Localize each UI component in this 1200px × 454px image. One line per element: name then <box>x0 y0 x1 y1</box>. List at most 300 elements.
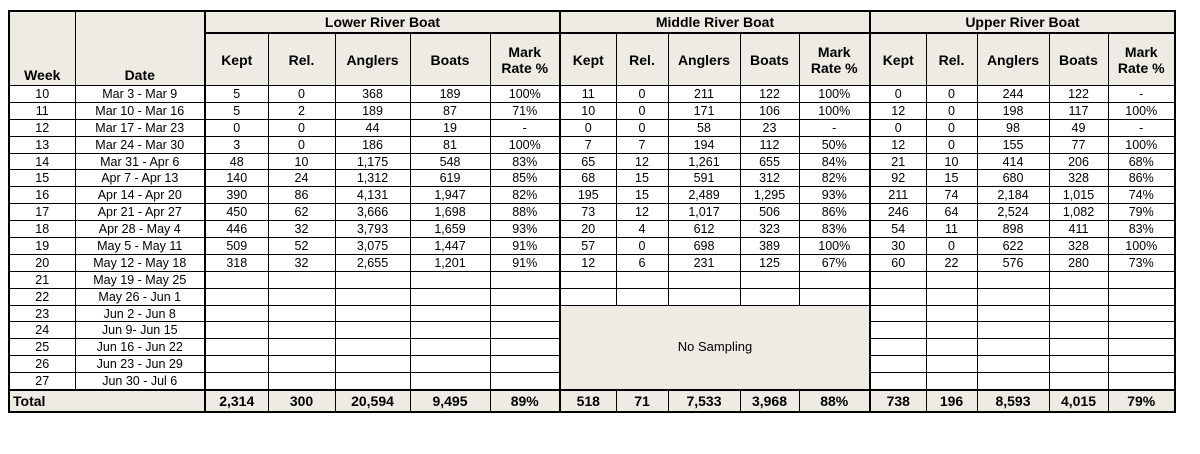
upper-cell <box>1108 322 1175 339</box>
upper-cell: 49 <box>1049 119 1108 136</box>
week-cell: 17 <box>9 204 75 221</box>
lower-cell: 62 <box>268 204 335 221</box>
middle-cell: 86% <box>799 204 870 221</box>
lower-cell: 4,131 <box>335 187 410 204</box>
middle-cell: 591 <box>668 170 740 187</box>
upper-cell: 576 <box>977 254 1049 271</box>
middle-cell: 4 <box>616 221 668 238</box>
lower-cell: 140 <box>205 170 268 187</box>
upper-river-header: Upper River Boat <box>870 11 1175 33</box>
date-cell: Jun 23 - Jun 29 <box>75 356 205 373</box>
date-cell: Apr 14 - Apr 20 <box>75 187 205 204</box>
date-cell: Jun 2 - Jun 8 <box>75 305 205 322</box>
middle-cell <box>799 271 870 288</box>
lower-cell <box>268 373 335 390</box>
upper-cell <box>977 305 1049 322</box>
upper-cell <box>926 373 977 390</box>
lower-cell: 450 <box>205 204 268 221</box>
middle-cell: 65 <box>560 153 616 170</box>
week-cell: 11 <box>9 102 75 119</box>
middle-cell: 58 <box>668 119 740 136</box>
upper-cell <box>1049 322 1108 339</box>
group-header-row <box>9 11 1175 33</box>
upper-col-header-4: Mark Rate % <box>1108 33 1175 86</box>
table-row <box>9 305 1175 322</box>
middle-cell: 84% <box>799 153 870 170</box>
middle-cell <box>799 288 870 305</box>
table-row <box>9 238 1175 255</box>
middle-col-header-2: Anglers <box>668 33 740 86</box>
week-cell: 14 <box>9 153 75 170</box>
middle-col-header-4: Mark Rate % <box>799 33 870 86</box>
upper-cell: 246 <box>870 204 926 221</box>
upper-cell: 68% <box>1108 153 1175 170</box>
upper-cell <box>1108 339 1175 356</box>
lower-cell: 19 <box>410 119 490 136</box>
table-row <box>9 102 1175 119</box>
upper-cell: 1,082 <box>1049 204 1108 221</box>
middle-cell <box>740 288 799 305</box>
upper-cell: 12 <box>870 102 926 119</box>
week-cell: 24 <box>9 322 75 339</box>
lower-cell <box>205 322 268 339</box>
date-cell: May 19 - May 25 <box>75 271 205 288</box>
lower-total-cell: 9,495 <box>410 390 490 412</box>
middle-cell: 125 <box>740 254 799 271</box>
lower-cell <box>490 271 560 288</box>
upper-cell <box>1108 356 1175 373</box>
lower-total-cell: 300 <box>268 390 335 412</box>
upper-cell: 11 <box>926 221 977 238</box>
middle-cell <box>668 288 740 305</box>
lower-col-header-1: Rel. <box>268 33 335 86</box>
upper-cell: 898 <box>977 221 1049 238</box>
middle-cell <box>740 271 799 288</box>
lower-cell: 189 <box>335 102 410 119</box>
upper-cell: 100% <box>1108 102 1175 119</box>
upper-cell <box>1049 356 1108 373</box>
upper-cell <box>870 271 926 288</box>
upper-cell <box>977 339 1049 356</box>
lower-cell: 3,075 <box>335 238 410 255</box>
upper-cell: 0 <box>926 86 977 103</box>
week-cell: 23 <box>9 305 75 322</box>
lower-cell <box>268 271 335 288</box>
lower-cell: 3 <box>205 136 268 153</box>
middle-col-header-0: Kept <box>560 33 616 86</box>
upper-cell: 22 <box>926 254 977 271</box>
week-cell: 19 <box>9 238 75 255</box>
lower-cell <box>490 322 560 339</box>
upper-cell <box>1108 271 1175 288</box>
middle-cell <box>616 288 668 305</box>
upper-cell <box>926 305 977 322</box>
lower-cell <box>268 322 335 339</box>
lower-cell <box>490 356 560 373</box>
upper-col-header-3: Boats <box>1049 33 1108 86</box>
week-cell: 10 <box>9 86 75 103</box>
middle-cell: 93% <box>799 187 870 204</box>
upper-cell: 86% <box>1108 170 1175 187</box>
middle-cell: 389 <box>740 238 799 255</box>
lower-cell <box>410 373 490 390</box>
middle-cell: 211 <box>668 86 740 103</box>
lower-cell: 509 <box>205 238 268 255</box>
week-header: Week <box>9 11 75 86</box>
middle-cell: 20 <box>560 221 616 238</box>
middle-cell: 12 <box>560 254 616 271</box>
date-cell: Mar 31 - Apr 6 <box>75 153 205 170</box>
middle-cell: 68 <box>560 170 616 187</box>
lower-river-header: Lower River Boat <box>205 11 560 33</box>
lower-cell: 88% <box>490 204 560 221</box>
date-cell: Mar 17 - Mar 23 <box>75 119 205 136</box>
middle-col-header-3: Boats <box>740 33 799 86</box>
lower-cell: 0 <box>268 119 335 136</box>
date-cell: May 26 - Jun 1 <box>75 288 205 305</box>
lower-cell <box>268 339 335 356</box>
lower-cell: 87 <box>410 102 490 119</box>
upper-cell <box>1049 288 1108 305</box>
upper-cell: 54 <box>870 221 926 238</box>
middle-cell: 312 <box>740 170 799 187</box>
upper-cell: 79% <box>1108 204 1175 221</box>
lower-cell: 32 <box>268 254 335 271</box>
middle-cell: 12 <box>616 153 668 170</box>
upper-cell: 328 <box>1049 238 1108 255</box>
week-cell: 13 <box>9 136 75 153</box>
lower-cell: 24 <box>268 170 335 187</box>
lower-total-cell: 20,594 <box>335 390 410 412</box>
upper-cell: 15 <box>926 170 977 187</box>
week-cell: 25 <box>9 339 75 356</box>
date-cell: Jun 30 - Jul 6 <box>75 373 205 390</box>
lower-col-header-0: Kept <box>205 33 268 86</box>
date-header: Date <box>75 11 205 86</box>
upper-cell: 622 <box>977 238 1049 255</box>
lower-cell <box>205 271 268 288</box>
lower-cell <box>268 305 335 322</box>
upper-cell <box>870 356 926 373</box>
upper-cell: 73% <box>1108 254 1175 271</box>
lower-cell: 189 <box>410 86 490 103</box>
upper-cell: 92 <box>870 170 926 187</box>
middle-cell: 15 <box>616 170 668 187</box>
lower-cell: 446 <box>205 221 268 238</box>
lower-cell: 548 <box>410 153 490 170</box>
middle-total-cell: 7,533 <box>668 390 740 412</box>
date-cell: Apr 21 - Apr 27 <box>75 204 205 221</box>
week-cell: 15 <box>9 170 75 187</box>
middle-cell: - <box>799 119 870 136</box>
total-label: Total <box>9 390 205 412</box>
middle-cell: 50% <box>799 136 870 153</box>
middle-cell <box>616 271 668 288</box>
upper-cell <box>977 322 1049 339</box>
lower-total-cell: 89% <box>490 390 560 412</box>
date-cell: May 12 - May 18 <box>75 254 205 271</box>
table-row <box>9 288 1175 305</box>
lower-cell <box>205 339 268 356</box>
middle-cell: 112 <box>740 136 799 153</box>
middle-cell: 15 <box>616 187 668 204</box>
upper-cell <box>1049 305 1108 322</box>
lower-cell: 71% <box>490 102 560 119</box>
table-body <box>9 86 1175 413</box>
lower-cell: 85% <box>490 170 560 187</box>
upper-cell: 0 <box>926 119 977 136</box>
date-cell: Apr 28 - May 4 <box>75 221 205 238</box>
table-row <box>9 119 1175 136</box>
upper-cell: 60 <box>870 254 926 271</box>
lower-col-header-4: Mark Rate % <box>490 33 560 86</box>
lower-cell <box>335 305 410 322</box>
upper-cell: 74% <box>1108 187 1175 204</box>
upper-cell <box>926 288 977 305</box>
lower-cell <box>410 356 490 373</box>
middle-cell: 11 <box>560 86 616 103</box>
upper-cell: 77 <box>1049 136 1108 153</box>
no-sampling-cell: No Sampling <box>560 305 870 390</box>
middle-cell: 1,017 <box>668 204 740 221</box>
lower-cell: 93% <box>490 221 560 238</box>
week-cell: 20 <box>9 254 75 271</box>
middle-cell: 106 <box>740 102 799 119</box>
upper-cell: 155 <box>977 136 1049 153</box>
upper-cell: 414 <box>977 153 1049 170</box>
lower-cell <box>410 271 490 288</box>
upper-cell <box>977 356 1049 373</box>
upper-cell: 21 <box>870 153 926 170</box>
lower-cell <box>205 305 268 322</box>
middle-total-cell: 88% <box>799 390 870 412</box>
table-row <box>9 153 1175 170</box>
lower-cell: 186 <box>335 136 410 153</box>
upper-cell <box>977 288 1049 305</box>
upper-cell <box>870 322 926 339</box>
middle-cell <box>560 271 616 288</box>
upper-cell <box>926 356 977 373</box>
middle-cell: 0 <box>616 102 668 119</box>
lower-cell: 52 <box>268 238 335 255</box>
upper-total-cell: 8,593 <box>977 390 1049 412</box>
fishery-table <box>8 10 1176 413</box>
middle-cell: 122 <box>740 86 799 103</box>
upper-cell: 2,184 <box>977 187 1049 204</box>
lower-cell: 2 <box>268 102 335 119</box>
lower-cell <box>335 271 410 288</box>
lower-cell <box>490 339 560 356</box>
lower-cell: 1,447 <box>410 238 490 255</box>
middle-total-cell: 3,968 <box>740 390 799 412</box>
table-row <box>9 271 1175 288</box>
middle-cell: 100% <box>799 238 870 255</box>
middle-cell: 100% <box>799 86 870 103</box>
upper-cell: 211 <box>870 187 926 204</box>
middle-cell: 171 <box>668 102 740 119</box>
upper-cell <box>1049 271 1108 288</box>
lower-cell <box>410 339 490 356</box>
table-container <box>8 10 1176 413</box>
lower-cell: 82% <box>490 187 560 204</box>
upper-cell <box>926 339 977 356</box>
upper-col-header-1: Rel. <box>926 33 977 86</box>
middle-cell: 7 <box>616 136 668 153</box>
upper-col-header-0: Kept <box>870 33 926 86</box>
upper-cell: 680 <box>977 170 1049 187</box>
lower-cell <box>335 339 410 356</box>
middle-cell: 323 <box>740 221 799 238</box>
lower-cell: 3,666 <box>335 204 410 221</box>
date-cell: Jun 16 - Jun 22 <box>75 339 205 356</box>
upper-cell <box>926 271 977 288</box>
lower-cell: 91% <box>490 254 560 271</box>
upper-cell: 12 <box>870 136 926 153</box>
lower-col-header-3: Boats <box>410 33 490 86</box>
upper-cell <box>1049 339 1108 356</box>
upper-cell <box>870 288 926 305</box>
upper-cell: 122 <box>1049 86 1108 103</box>
lower-cell: 1,312 <box>335 170 410 187</box>
upper-cell <box>1108 373 1175 390</box>
middle-cell: 83% <box>799 221 870 238</box>
upper-cell: 64 <box>926 204 977 221</box>
lower-cell <box>335 322 410 339</box>
upper-cell: 1,015 <box>1049 187 1108 204</box>
middle-cell: 82% <box>799 170 870 187</box>
lower-cell: 83% <box>490 153 560 170</box>
middle-cell: 12 <box>616 204 668 221</box>
lower-cell: 48 <box>205 153 268 170</box>
table-row <box>9 86 1175 103</box>
lower-cell <box>410 305 490 322</box>
middle-cell <box>668 271 740 288</box>
week-cell: 21 <box>9 271 75 288</box>
upper-cell: 280 <box>1049 254 1108 271</box>
lower-cell <box>490 305 560 322</box>
lower-cell <box>268 288 335 305</box>
lower-cell <box>335 373 410 390</box>
middle-cell: 195 <box>560 187 616 204</box>
lower-cell: - <box>490 119 560 136</box>
lower-cell: 1,201 <box>410 254 490 271</box>
date-cell: Apr 7 - Apr 13 <box>75 170 205 187</box>
upper-cell: 2,524 <box>977 204 1049 221</box>
lower-cell: 0 <box>205 119 268 136</box>
middle-river-header: Middle River Boat <box>560 11 870 33</box>
lower-cell: 44 <box>335 119 410 136</box>
upper-total-cell: 4,015 <box>1049 390 1108 412</box>
middle-total-cell: 518 <box>560 390 616 412</box>
lower-cell <box>335 356 410 373</box>
lower-cell <box>490 373 560 390</box>
middle-cell: 194 <box>668 136 740 153</box>
lower-cell: 3,793 <box>335 221 410 238</box>
lower-cell: 10 <box>268 153 335 170</box>
week-cell: 12 <box>9 119 75 136</box>
upper-cell <box>870 339 926 356</box>
upper-cell: 83% <box>1108 221 1175 238</box>
upper-cell: - <box>1108 119 1175 136</box>
upper-cell: 100% <box>1108 136 1175 153</box>
middle-cell: 0 <box>616 238 668 255</box>
lower-cell: 1,175 <box>335 153 410 170</box>
date-cell: Mar 10 - Mar 16 <box>75 102 205 119</box>
upper-cell: 0 <box>870 86 926 103</box>
upper-cell <box>1049 373 1108 390</box>
upper-cell <box>1108 288 1175 305</box>
middle-cell: 23 <box>740 119 799 136</box>
upper-cell: 98 <box>977 119 1049 136</box>
middle-cell: 1,295 <box>740 187 799 204</box>
middle-cell: 67% <box>799 254 870 271</box>
date-cell: Mar 24 - Mar 30 <box>75 136 205 153</box>
upper-cell: 0 <box>870 119 926 136</box>
date-cell: Jun 9- Jun 15 <box>75 322 205 339</box>
week-cell: 16 <box>9 187 75 204</box>
middle-col-header-1: Rel. <box>616 33 668 86</box>
lower-cell: 81 <box>410 136 490 153</box>
lower-cell: 619 <box>410 170 490 187</box>
upper-cell: - <box>1108 86 1175 103</box>
lower-cell: 368 <box>335 86 410 103</box>
lower-cell <box>410 288 490 305</box>
lower-cell <box>335 288 410 305</box>
upper-cell: 30 <box>870 238 926 255</box>
middle-cell: 6 <box>616 254 668 271</box>
upper-cell: 10 <box>926 153 977 170</box>
lower-cell: 5 <box>205 86 268 103</box>
upper-cell: 100% <box>1108 238 1175 255</box>
upper-cell <box>870 305 926 322</box>
lower-cell <box>205 373 268 390</box>
middle-cell: 0 <box>560 119 616 136</box>
lower-cell <box>205 288 268 305</box>
lower-cell <box>410 322 490 339</box>
lower-col-header-2: Anglers <box>335 33 410 86</box>
upper-cell <box>977 373 1049 390</box>
middle-cell: 2,489 <box>668 187 740 204</box>
table-row <box>9 221 1175 238</box>
table-row <box>9 187 1175 204</box>
lower-cell: 1,947 <box>410 187 490 204</box>
table-row <box>9 254 1175 271</box>
upper-cell <box>977 271 1049 288</box>
upper-cell: 198 <box>977 102 1049 119</box>
middle-cell: 698 <box>668 238 740 255</box>
date-cell: May 5 - May 11 <box>75 238 205 255</box>
upper-cell: 328 <box>1049 170 1108 187</box>
middle-cell: 7 <box>560 136 616 153</box>
middle-cell: 506 <box>740 204 799 221</box>
upper-cell: 411 <box>1049 221 1108 238</box>
middle-cell: 10 <box>560 102 616 119</box>
middle-cell: 1,261 <box>668 153 740 170</box>
middle-cell: 612 <box>668 221 740 238</box>
upper-cell: 206 <box>1049 153 1108 170</box>
table-row <box>9 136 1175 153</box>
lower-cell: 1,698 <box>410 204 490 221</box>
lower-cell <box>268 356 335 373</box>
middle-cell: 57 <box>560 238 616 255</box>
lower-cell: 86 <box>268 187 335 204</box>
total-row <box>9 390 1175 412</box>
middle-cell: 655 <box>740 153 799 170</box>
week-cell: 22 <box>9 288 75 305</box>
lower-total-cell: 2,314 <box>205 390 268 412</box>
lower-cell: 2,655 <box>335 254 410 271</box>
middle-total-cell: 71 <box>616 390 668 412</box>
